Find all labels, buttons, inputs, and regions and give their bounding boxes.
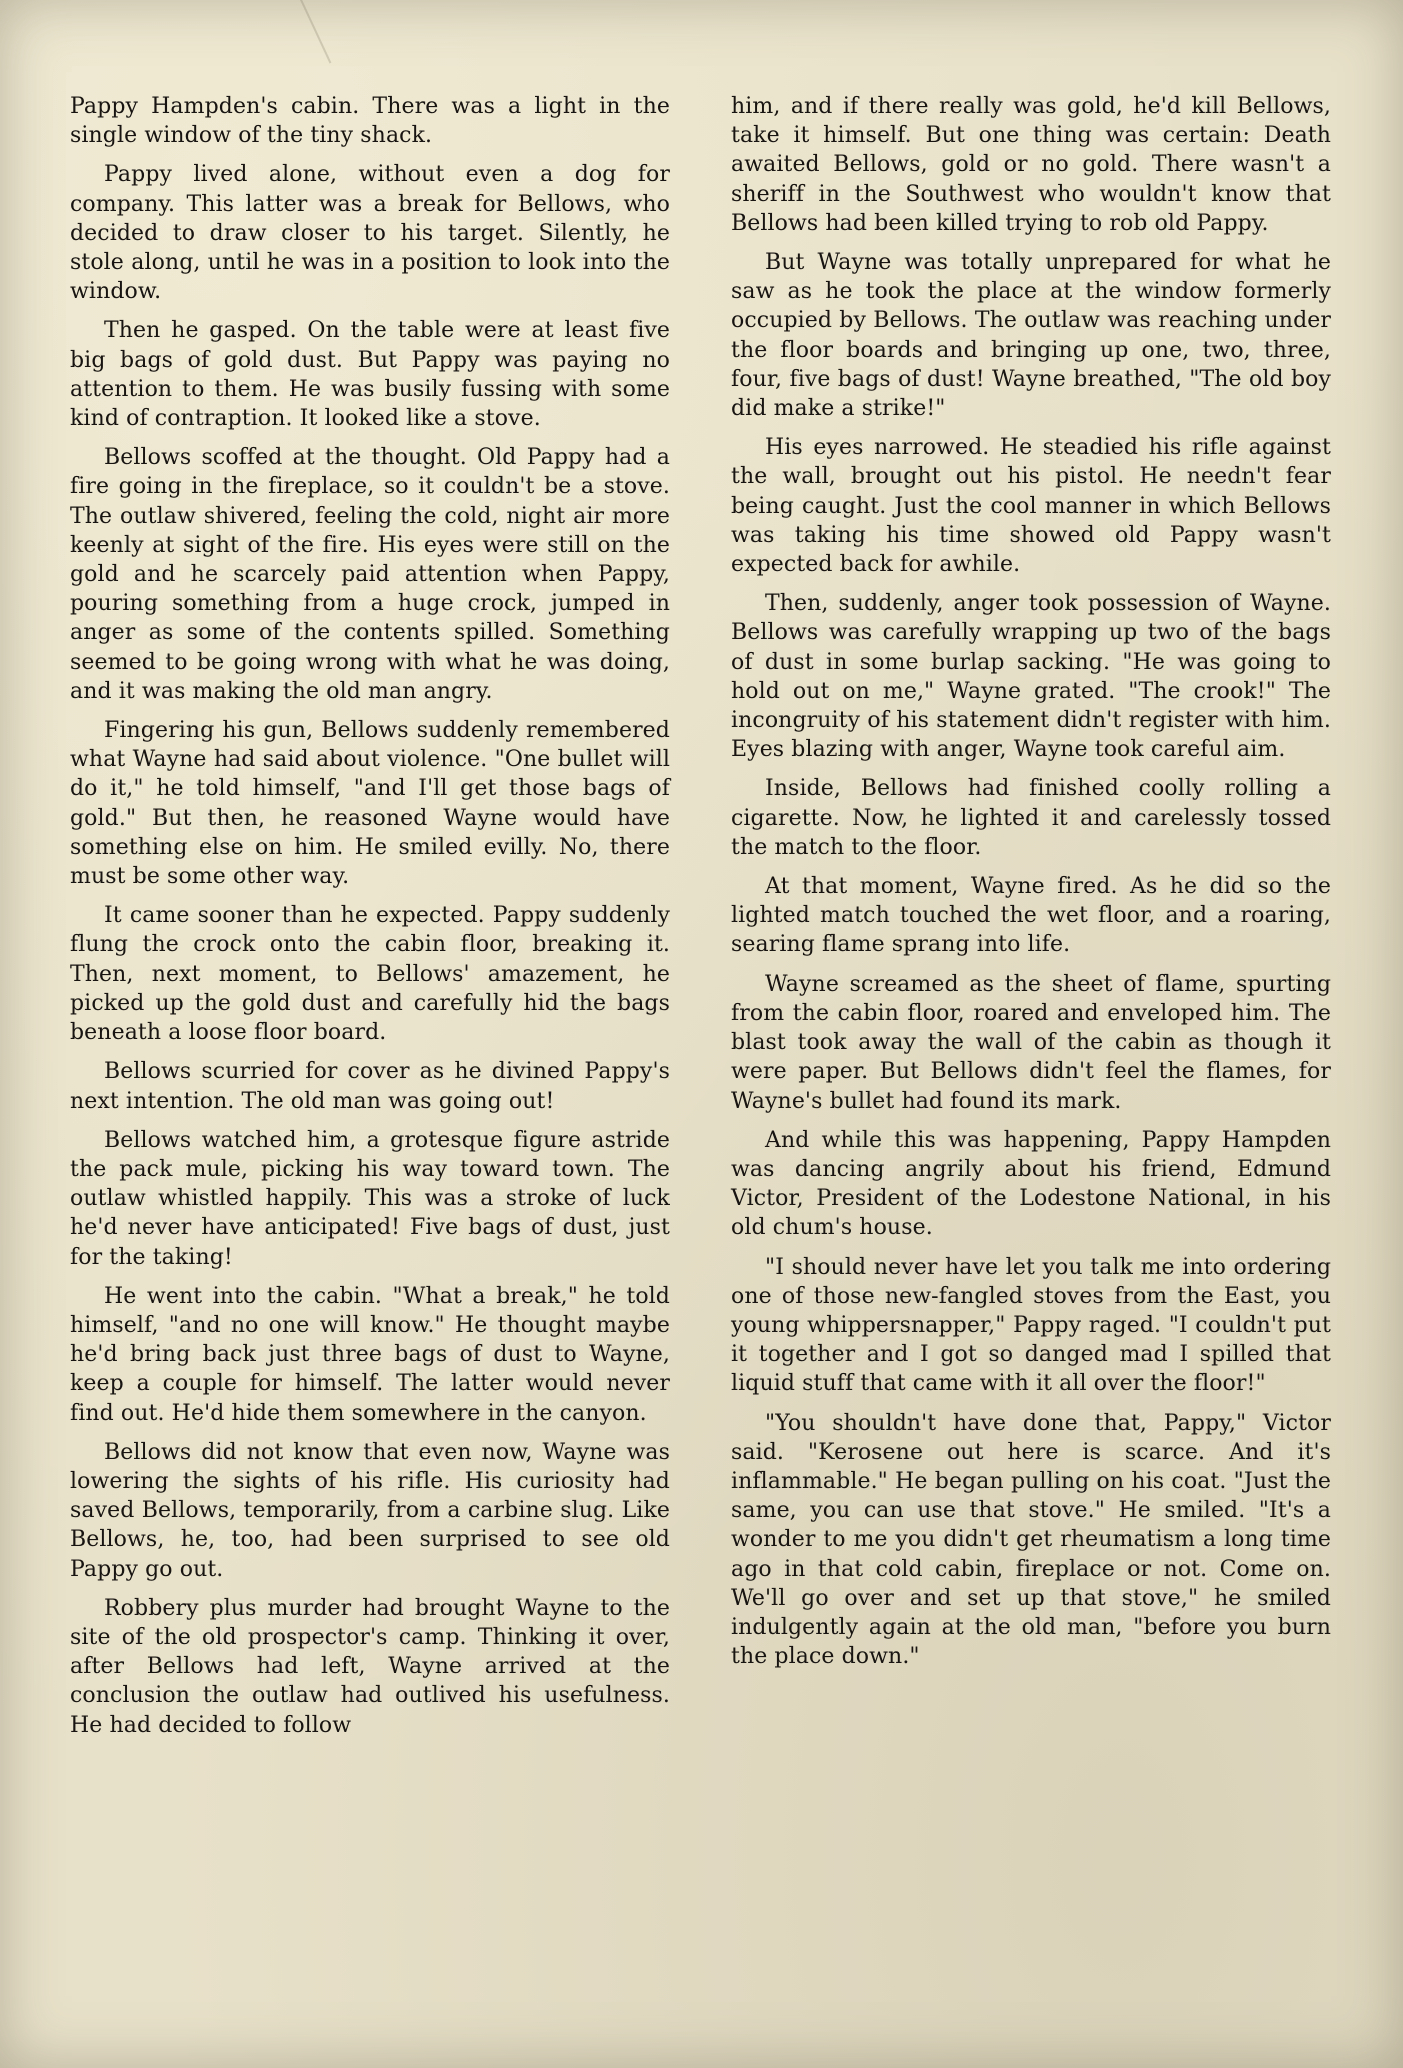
paragraph: Bellows watched him, a grotesque figure astride the pack mule, picking his way toward town. The outlaw whistled happily. This was a stroke of luck he'd never have anticipated! Five bags of dust, just for the taking! — [70, 1127, 670, 1270]
paragraph: Wayne screamed as the sheet of flame, spurting from the cabin floor, roared and enveloped him. The blast took away the wall of the cabin as though it were paper. But Bellows didn't feel the flames, for Wayne's bullet had found its mark. — [731, 971, 1331, 1114]
paragraph: At that moment, Wayne fired. As he did so the lighted match touched the wet floor, and a roaring, searing flame sprang into life. — [731, 874, 1331, 958]
paragraph: Bellows did not know that even now, Wayne was lowering the sights of his rifle. His curiosity had saved Bellows, temporarily, from a carbine slug. Like Bellows, he, too, had been surprised to see old Pappy go out. — [70, 1439, 670, 1582]
paragraph: His eyes narrowed. He steadied his rifle against the wall, brought out his pistol. He needn't fear being caught. Just the cool manner in which Bellows was taking his time showed old Pappy wasn't expected back for awhile. — [731, 435, 1331, 578]
left-text-column — [70, 92, 670, 1740]
paragraph: Pappy Hampden's cabin. There was a light in the single window of the tiny shack. — [70, 94, 670, 149]
paragraph: Inside, Bellows had finished coolly rolling a cigarette. Now, he lighted it and carelessly tossed the match to the floor. — [731, 776, 1331, 860]
right-text-column — [731, 92, 1331, 1671]
paragraph: Bellows scoffed at the thought. Old Pappy had a fire going in the fireplace, so it couldn't be a stove. The outlaw shivered, feeling the cold, night air more keenly at sight of the fire. His eyes were still on the gold and he scarcely paid attention when Pappy, pouring something from a huge crock, jumped in anger as some of the contents spilled. Something seemed to be going wrong with what he was doing, and it was making the old man angry. — [70, 445, 670, 704]
paragraph: Then he gasped. On the table were at least five big bags of gold dust. But Pappy was paying no attention to them. He was busily fussing with some kind of contraption. It looked like a stove. — [70, 318, 670, 432]
paragraph: He went into the cabin. "What a break," he told himself, "and no one will know." He thought maybe he'd bring back just three bags of dust to Wayne, keep a couple for himself. The latter would never find out. He'd hide them somewhere in the canyon. — [70, 1283, 670, 1426]
paragraph: "You shouldn't have done that, Pappy," Victor said. "Kerosene out here is scarce. And it's inflammable." He began pulling on his coat. "Just the same, you can use that stove." He smiled. "It's a wonder to me you didn't get rheumatism a long time ago in that cold cabin, fireplace or not. Come on. We'll go over and set up that stove," he smiled indulgently again at the old man, "before you burn the place down." — [731, 1410, 1331, 1670]
paragraph: Pappy lived alone, without even a dog for company. This latter was a break for Bellows, who decided to draw closer to his target. Silently, he stole along, until he was in a position to look into the window. — [70, 162, 670, 305]
paragraph: And while this was happening, Pappy Hampden was dancing angrily about his friend, Edmund Victor, President of the Lodestone National, in his old chum's house. — [731, 1127, 1331, 1241]
paragraph: But Wayne was totally unprepared for what he saw as he took the place at the window formerly occupied by Bellows. The outlaw was reaching under the floor boards and bringing up one, two, three, four, five bags of dust! Wayne breathed, "The old boy did make a strike!" — [731, 250, 1331, 422]
paragraph: Fingering his gun, Bellows suddenly remembered what Wayne had said about violence. "One bullet will do it," he told himself, "and I'll get those bags of gold." But then, he reasoned Wayne would have something else on him. He smiled evilly. No, there must be some other way. — [70, 718, 670, 890]
paragraph: Bellows scurried for cover as he divined Pappy's next intention. The old man was going out! — [70, 1059, 670, 1114]
paragraph: "I should never have let you talk me into ordering one of those new-fangled stoves from the East, you young whippersnapper," Pappy raged. "I couldn't put it together and I got so danged mad I spilled that liquid stuff that came with it all over the floor!" — [731, 1254, 1331, 1397]
paper-crease — [300, 0, 331, 63]
paragraph: Then, suddenly, anger took possession of Wayne. Bellows was carefully wrapping up two of the bags of dust in some burlap sacking. "He was going to hold out on me," Wayne grated. "The crook!" The incongruity of his statement didn't register with him. Eyes blazing with anger, Wayne took careful aim. — [731, 591, 1331, 763]
paragraph: It came sooner than he expected. Pappy suddenly flung the crock onto the cabin floor, breaking it. Then, next moment, to Bellows' amazement, he picked up the gold dust and carefully hid the bags beneath a loose floor board. — [70, 903, 670, 1046]
paragraph: him, and if there really was gold, he'd kill Bellows, take it himself. But one thing was certain: Death awaited Bellows, gold or no gold. There wasn't a sheriff in the Southwest who wouldn't know that Bellows had been killed trying to rob old Pappy. — [731, 94, 1331, 236]
paragraph: Robbery plus murder had brought Wayne to the site of the old prospector's camp. Thinking it over, after Bellows had left, Wayne arrived at the conclusion the outlaw had outlived his usefulness. He had decided to follow — [70, 1595, 670, 1738]
